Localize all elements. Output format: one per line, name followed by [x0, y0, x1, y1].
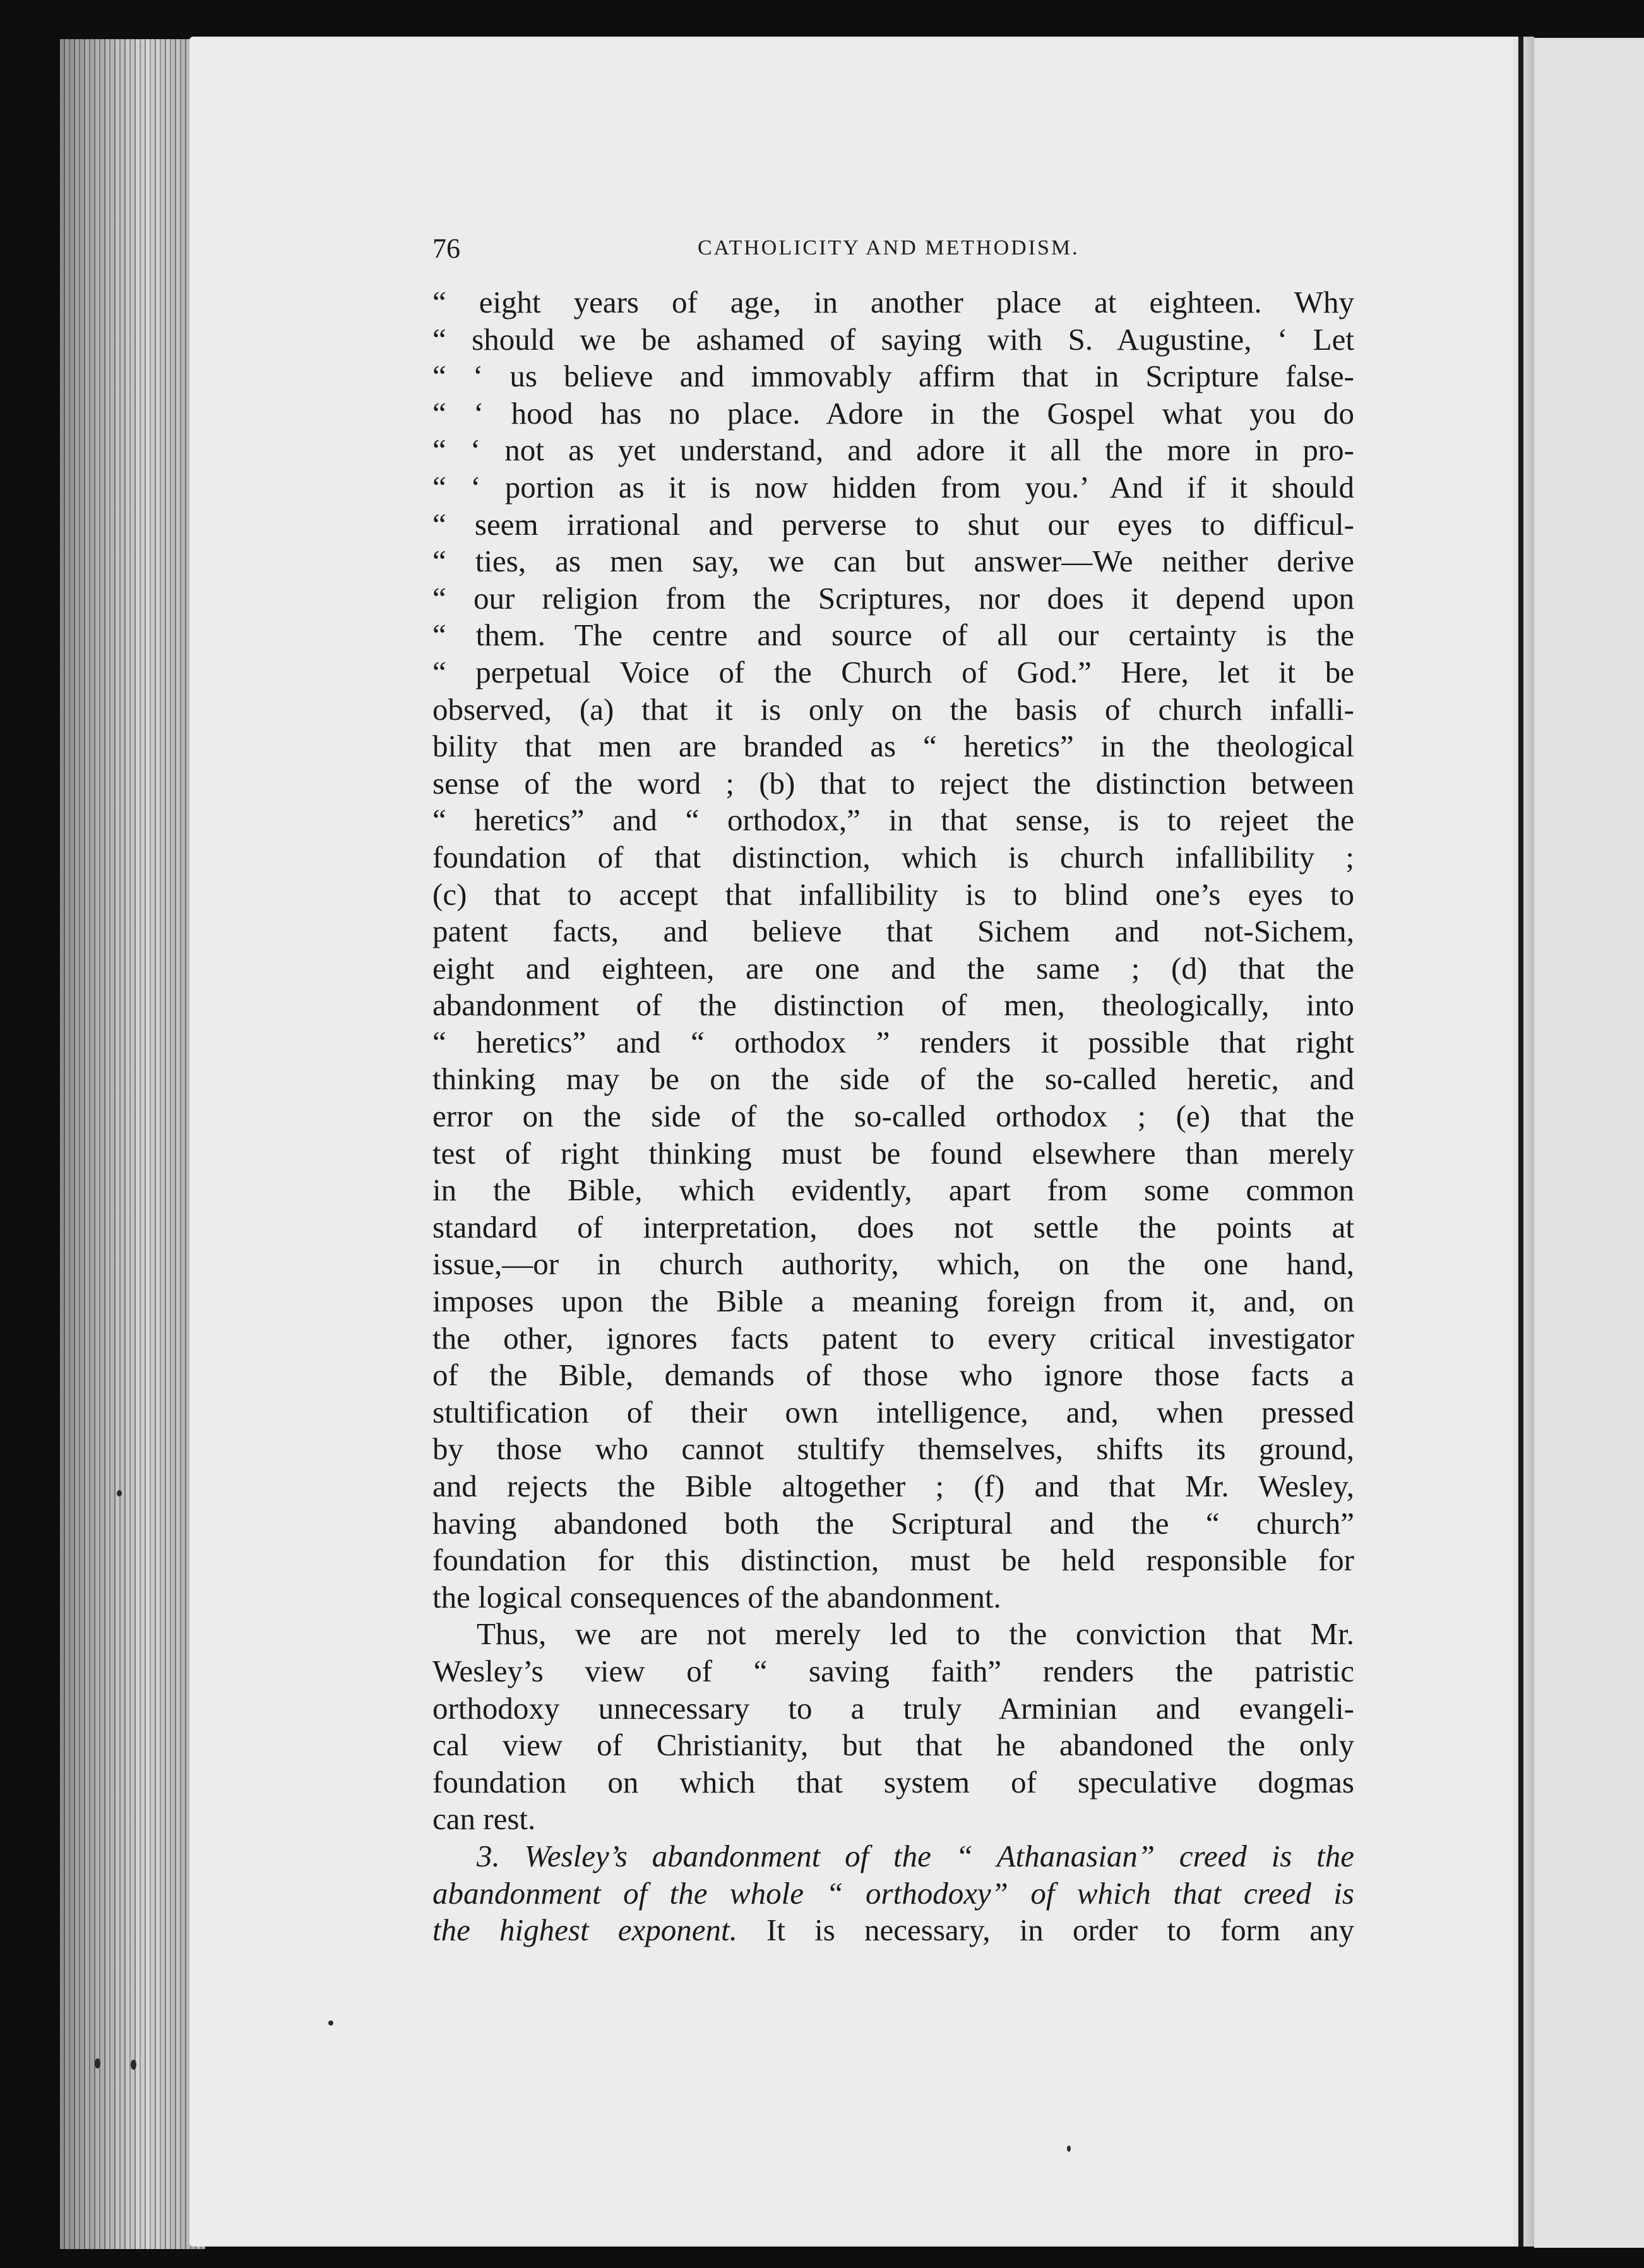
section-heading-end: the highest exponent.: [432, 1913, 737, 1948]
facing-page-edge: [1534, 38, 1644, 2248]
page-edges-shadow: [60, 39, 205, 2249]
text-line: “ heretics” and “ orthodox ” renders it possible that right: [432, 1024, 1354, 1059]
text-line: “ ‘ hood has no place. Adore in the Gospel what you do: [432, 395, 1354, 431]
text-line: sense of the word ; (b) that to reject the distinction between: [432, 765, 1354, 801]
text-line: “ eight years of age, in another place at eighteen. Why: [432, 285, 1354, 319]
text-line: eight and eighteen, are one and the same ; (d) that the: [432, 950, 1354, 986]
text-line: in the Bible, which evidently, apart from some common: [432, 1173, 1354, 1208]
text-line: cal view of Christianity, but that he abandoned the only: [432, 1728, 1354, 1763]
text-line-tail: It is necessary, in order to form any: [737, 1913, 1354, 1948]
text-line: abandonment of the distinction of men, theologically, into: [432, 988, 1354, 1023]
section-heading-line: abandonment of the whole “ orthodoxy” of which that creed is: [432, 1875, 1354, 1911]
text-line: (c) that to accept that infallibility is to blind one’s eyes to: [432, 876, 1354, 912]
running-head: [432, 232, 1354, 270]
text-line: the other, ignores facts patent to every critical investigator: [432, 1320, 1354, 1356]
book-spine: [1518, 37, 1523, 2247]
text-line: “ perpetual Voice of the Church of God.” Here, let it be: [432, 654, 1354, 689]
text-line: by those who cannot stultify themselves, shifts its ground,: [432, 1431, 1354, 1467]
text-line: “ ‘ not as yet understand, and adore it all the more in pro-: [432, 433, 1354, 468]
text-line: stultification of their own intelligence, and, when pressed: [432, 1394, 1354, 1429]
text-line: foundation for this distinction, must be held responsible for: [432, 1543, 1354, 1578]
text-line: “ ‘ us believe and immovably affirm that in Scripture false-: [432, 359, 1354, 394]
body-text: [432, 284, 1354, 1949]
text-line: test of right thinking must be found elsewhere than merely: [432, 1135, 1354, 1171]
text-line: “ should we be ashamed of saying with S. Augustine, ‘ Let: [432, 321, 1354, 357]
text-line: patent facts, and believe that Sichem and not-Sichem,: [432, 914, 1354, 949]
text-line: error on the side of the so-called orthodox ; (e) that the: [432, 1099, 1354, 1134]
page-number: 76: [432, 233, 460, 264]
text-line: Wesley’s view of “ saving faith” renders the patristic: [432, 1653, 1354, 1688]
paper-speck: [117, 1490, 122, 1496]
text-line-mixed: [432, 1912, 1354, 1949]
text-line: bility that men are branded as “ heretics” in the theological: [432, 729, 1354, 764]
running-title: CATHOLICITY AND METHODISM.: [698, 236, 1080, 260]
text-line: having abandoned both the Scriptural and the “ church”: [432, 1505, 1354, 1541]
text-line: “ our religion from the Scriptures, nor does it depend upon: [432, 580, 1354, 616]
section-heading-line: 3. Wesley’s abandonment of the “ Athanasian” creed is the: [477, 1838, 1354, 1873]
text-line: orthodoxy unnecessary to a truly Arminian and evangeli-: [432, 1690, 1354, 1726]
text-line: imposes upon the Bible a meaning foreign from it, and, on: [432, 1284, 1354, 1319]
text-line: “ ties, as men say, we can but answer—We neither derive: [432, 544, 1354, 579]
text-line: Thus, we are not merely led to the conviction that Mr.: [477, 1616, 1354, 1652]
paper-speck: [1067, 2146, 1071, 2152]
text-line: the logical consequences of the abandonment.: [432, 1579, 1001, 1614]
text-line: standard of interpretation, does not settle the points at: [432, 1209, 1354, 1244]
text-line: “ seem irrational and perverse to shut our eyes to difficul-: [432, 506, 1354, 542]
text-line: “ them. The centre and source of all our certainty is the: [432, 618, 1354, 653]
text-line: of the Bible, demands of those who ignore those facts a: [432, 1358, 1354, 1393]
paper-speck: [131, 2060, 136, 2070]
text-line: can rest.: [432, 1801, 536, 1837]
text-line: foundation of that distinction, which is church infallibility ;: [432, 839, 1354, 874]
text-line: foundation on which that system of speculative dogmas: [432, 1764, 1354, 1799]
text-line: issue,—or in church authority, which, on the one hand,: [432, 1246, 1354, 1282]
paper-speck: [95, 2058, 100, 2068]
text-line: thinking may be on the side of the so-called heretic, and: [432, 1061, 1354, 1097]
text-line: “ heretics” and “ orthodox,” in that sense, is to rejeet the: [432, 803, 1354, 838]
text-line: and rejects the Bible altogether ; (f) and that Mr. Wesley,: [432, 1469, 1354, 1503]
text-line: “ ‘ portion as it is now hidden from you.’ And if it should: [432, 469, 1354, 504]
text-line: observed, (a) that it is only on the basis of church infalli-: [432, 691, 1354, 727]
paper-speck: [328, 2020, 333, 2026]
